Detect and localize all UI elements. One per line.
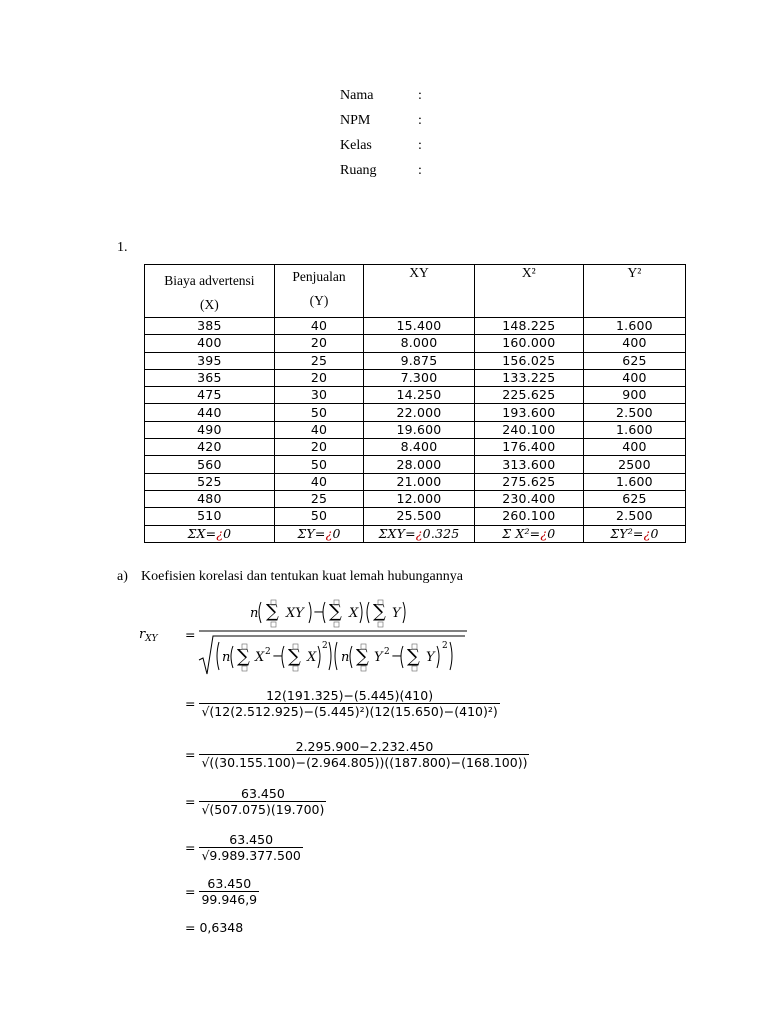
- table-cell: 12.000: [364, 490, 475, 507]
- svg-text:X: X: [255, 650, 265, 665]
- table-cell: 240.100: [474, 421, 583, 438]
- table-cell: 400: [583, 439, 685, 456]
- sum-cell: ΣX=¿0: [145, 525, 275, 542]
- header-line: X²: [521, 265, 536, 280]
- table-cell: 133.225: [474, 369, 583, 386]
- sum-cell: ΣY=¿0: [274, 525, 363, 542]
- svg-text:2: 2: [384, 647, 390, 657]
- svg-text:Y: Y: [392, 606, 401, 621]
- table-cell: 148.225: [474, 318, 583, 335]
- table-cell: 313.600: [474, 456, 583, 473]
- part-a-title: Koefisien korelasi dan tentukan kuat lemah hubungannya: [141, 569, 463, 584]
- table-row: [145, 335, 686, 352]
- table-row: [145, 387, 686, 404]
- header-xy: [364, 265, 475, 318]
- svg-text:−: −: [313, 605, 324, 620]
- table-row: [145, 439, 686, 456]
- table-cell: 15.400: [364, 318, 475, 335]
- table-cell: 156.025: [474, 352, 583, 369]
- header-y2: [583, 265, 685, 318]
- table-cell: 900: [583, 387, 685, 404]
- identity-label: Ruang: [340, 163, 377, 178]
- svg-text:∑: ∑: [356, 646, 369, 667]
- table-cell: 440: [145, 404, 275, 421]
- table-cell: 400: [583, 335, 685, 352]
- svg-text:∑: ∑: [407, 646, 420, 667]
- table-cell: 275.625: [474, 473, 583, 490]
- identity-row-nama: [340, 88, 422, 104]
- svg-text:−: −: [391, 649, 402, 664]
- svg-text:n: n: [222, 650, 231, 665]
- header-line: (Y): [309, 293, 329, 308]
- identity-label: NPM: [340, 113, 371, 128]
- sum-cell: ΣXY=¿0.325: [364, 525, 475, 542]
- step-2-numerator: 2.295.900−2.232.450: [295, 739, 434, 754]
- table-cell: 20: [274, 369, 363, 386]
- table-cell: 7.300: [364, 369, 475, 386]
- header-line: XY: [409, 265, 429, 280]
- identity-sep: :: [418, 88, 422, 103]
- sum-row: [145, 525, 686, 542]
- table-cell: 28.000: [364, 456, 475, 473]
- svg-text:Y: Y: [426, 650, 435, 665]
- table-row: [145, 318, 686, 335]
- table-cell: 560: [145, 456, 275, 473]
- table-cell: 25.500: [364, 508, 475, 525]
- r-subscript: XY: [145, 634, 158, 644]
- table-cell: 1.600: [583, 421, 685, 438]
- part-a-label: a): [117, 569, 128, 584]
- table-row: [145, 404, 686, 421]
- header-y: [274, 265, 363, 318]
- table-cell: 1.600: [583, 473, 685, 490]
- table-row: [145, 473, 686, 490]
- step-2: = $\frac{2.295.900-2.232.450}{√((30.155.100)-(2.964.805))((187.800)-(168.100))}$: [185, 739, 528, 770]
- table-cell: 8.400: [364, 439, 475, 456]
- step-5: = $\frac{63.450}{99.946,9}$: [185, 876, 258, 907]
- table-cell: 525: [145, 473, 275, 490]
- table-cell: 420: [145, 439, 275, 456]
- svg-text:∑: ∑: [237, 646, 250, 667]
- table-cell: 365: [145, 369, 275, 386]
- table-cell: 400: [583, 369, 685, 386]
- table-row: [145, 352, 686, 369]
- table-cell: 230.400: [474, 490, 583, 507]
- table-cell: 400: [145, 335, 275, 352]
- sum-cell: ΣY²=¿0: [583, 525, 685, 542]
- table-cell: 30: [274, 387, 363, 404]
- svg-text:−: −: [272, 649, 283, 664]
- table-cell: 19.600: [364, 421, 475, 438]
- svg-text:XY: XY: [286, 606, 304, 621]
- table-row: [145, 369, 686, 386]
- table-cell: 2.500: [583, 404, 685, 421]
- step-3-denominator: √(507.075)(19.700): [201, 802, 325, 817]
- svg-text:2: 2: [265, 647, 271, 657]
- step-4-denominator: √9.989.377.500: [201, 848, 301, 863]
- table-cell: 395: [145, 352, 275, 369]
- table-cell: 510: [145, 508, 275, 525]
- svg-text:n: n: [341, 650, 350, 665]
- step-3-numerator: 63.450: [241, 786, 285, 801]
- svg-text:2: 2: [442, 641, 448, 651]
- table-cell: 625: [583, 490, 685, 507]
- table-cell: 480: [145, 490, 275, 507]
- table-cell: 40: [274, 421, 363, 438]
- table-cell: 2500: [583, 456, 685, 473]
- r-symbol: [139, 627, 158, 644]
- table-row: [145, 456, 686, 473]
- step-4: = $\frac{63.450}{√9.989.377.500}$: [185, 832, 301, 863]
- identity-label: Nama: [340, 88, 374, 103]
- header-x2: [474, 265, 583, 318]
- step-1-denominator: √(12(2.512.925)−(5.445)²)(12(15.650)−(410)²): [201, 704, 498, 719]
- step-4-numerator: 63.450: [229, 832, 274, 847]
- svg-text:2: 2: [322, 641, 328, 651]
- table-cell: 176.400: [474, 439, 583, 456]
- eq-sign: =: [185, 627, 196, 642]
- svg-text:∑: ∑: [266, 601, 279, 622]
- question-number: 1.: [117, 240, 128, 255]
- table-cell: 490: [145, 421, 275, 438]
- result: = 0,6348: [185, 920, 244, 935]
- table-cell: 225.625: [474, 387, 583, 404]
- table-cell: 40: [274, 473, 363, 490]
- svg-text:∑: ∑: [373, 601, 386, 622]
- table-cell: 385: [145, 318, 275, 335]
- step-3: = $\frac{63.450}{√(507.075)(19.700)}$: [185, 786, 325, 817]
- r-letter: r: [139, 627, 146, 642]
- table-cell: 50: [274, 456, 363, 473]
- step-1-numerator: 12(191.325)−(5.445)(410): [266, 688, 434, 703]
- header-line: Biaya advertensi: [164, 273, 255, 288]
- step-2-denominator: √((30.155.100)−(2.964.805))((187.800)−(168.100)): [201, 755, 528, 770]
- identity-sep: :: [418, 163, 422, 178]
- table-cell: 50: [274, 508, 363, 525]
- correlation-formula: [195, 590, 475, 678]
- table-cell: 1.600: [583, 318, 685, 335]
- data-table: [144, 264, 686, 543]
- table-row: [145, 490, 686, 507]
- table-cell: 40: [274, 318, 363, 335]
- table-cell: 22.000: [364, 404, 475, 421]
- step-5-numerator: 63.450: [207, 876, 252, 891]
- identity-sep: :: [418, 113, 422, 128]
- table-cell: 2.500: [583, 508, 685, 525]
- svg-text:Y: Y: [374, 650, 383, 665]
- table-cell: 20: [274, 335, 363, 352]
- svg-text:X: X: [349, 606, 359, 621]
- header-line: Y²: [627, 265, 642, 280]
- table-cell: 25: [274, 490, 363, 507]
- header-line: Penjualan: [292, 269, 346, 284]
- table-cell: 20: [274, 439, 363, 456]
- table-cell: 21.000: [364, 473, 475, 490]
- identity-row-npm: [340, 113, 422, 129]
- svg-text:n: n: [250, 606, 259, 621]
- step-5-denominator: 99.946,9: [201, 892, 258, 907]
- table-row: [145, 508, 686, 525]
- identity-row-ruang: [340, 163, 422, 179]
- svg-text:∑: ∑: [288, 646, 301, 667]
- table-cell: 475: [145, 387, 275, 404]
- table-cell: 9.875: [364, 352, 475, 369]
- table-cell: 25: [274, 352, 363, 369]
- table-cell: 160.000: [474, 335, 583, 352]
- identity-label: Kelas: [340, 138, 372, 153]
- table-cell: 260.100: [474, 508, 583, 525]
- identity-sep: :: [418, 138, 422, 153]
- header-x: [145, 265, 275, 318]
- svg-text:X: X: [307, 650, 317, 665]
- header-line: (X): [200, 297, 219, 312]
- table-cell: 625: [583, 352, 685, 369]
- table-cell: 50: [274, 404, 363, 421]
- table-body: [145, 318, 686, 526]
- svg-text:∑: ∑: [329, 601, 342, 622]
- table-cell: 8.000: [364, 335, 475, 352]
- table-row: [145, 421, 686, 438]
- identity-row-kelas: [340, 138, 422, 154]
- table-cell: 193.600: [474, 404, 583, 421]
- step-1: = $\frac{12(191.325)-(5.445)(410)}{\text{√(12(2.512.925)−(5.445)²)(12(15.650)−(410)²)}}$: [185, 688, 498, 719]
- table-cell: 14.250: [364, 387, 475, 404]
- table-header-row: [145, 265, 686, 318]
- sum-cell: Σ X²=¿0: [474, 525, 583, 542]
